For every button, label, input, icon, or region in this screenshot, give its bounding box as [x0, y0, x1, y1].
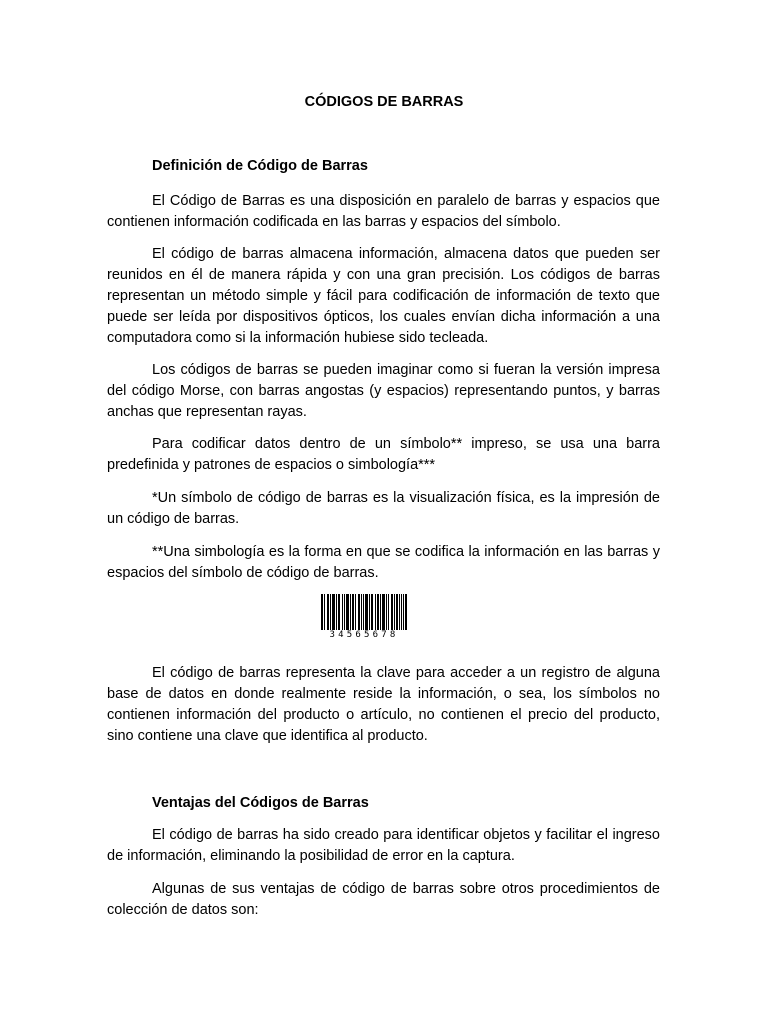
footnote-paragraph: *Un símbolo de código de barras es la visualización física, es la impresión de un código de barras. — [107, 490, 660, 527]
section-heading-ventajas: Ventajas del Códigos de Barras — [152, 795, 369, 811]
paragraph: Los códigos de barras se pueden imaginar como si fueran la versión impresa del código Morse, con barras angostas (y espacios) representando puntos, y barras anchas que representan rayas. — [107, 362, 660, 420]
barcode-bars — [321, 594, 407, 630]
paragraph: Algunas de sus ventajas de código de barras sobre otros procedimientos de colección de datos son: — [107, 881, 660, 918]
footnote-paragraph: **Una simbología es la forma en que se codifica la información en las barras y espacios del símbolo de código de barras. — [107, 544, 660, 581]
barcode-image — [321, 594, 407, 642]
barcode-number: 34565678 — [329, 630, 399, 640]
page-title: CÓDIGOS DE BARRAS — [304, 94, 464, 110]
paragraph: El código de barras representa la clave para acceder a un registro de alguna base de datos en donde realmente reside la información, o sea, los símbolos no contienen información del producto o artículo, no contienen el precio del producto, sino contiene una clave que identifica al producto. — [107, 665, 660, 744]
paragraph: Para codificar datos dentro de un símbolo** impreso, se usa una barra predefinida y patrones de espacios o simbología*** — [107, 436, 660, 473]
paragraph: El código de barras almacena información, almacena datos que pueden ser reunidos en él de manera rápida y con una gran precisión. Los códigos de barras representan un método simple y fácil para codificación de información de texto que puede ser leída por dispositivos ópticos, los cuales envían dicha información a una computadora como si la información hubiese sido tecleada. — [107, 246, 660, 346]
section-heading-definicion: Definición de Código de Barras — [152, 158, 368, 174]
paragraph: El código de barras ha sido creado para identificar objetos y facilitar el ingreso de información, eliminando la posibilidad de error en la captura. — [107, 827, 660, 864]
paragraph: El Código de Barras es una disposición en paralelo de barras y espacios que contienen información codificada en las barras y espacios del símbolo. — [107, 193, 660, 230]
